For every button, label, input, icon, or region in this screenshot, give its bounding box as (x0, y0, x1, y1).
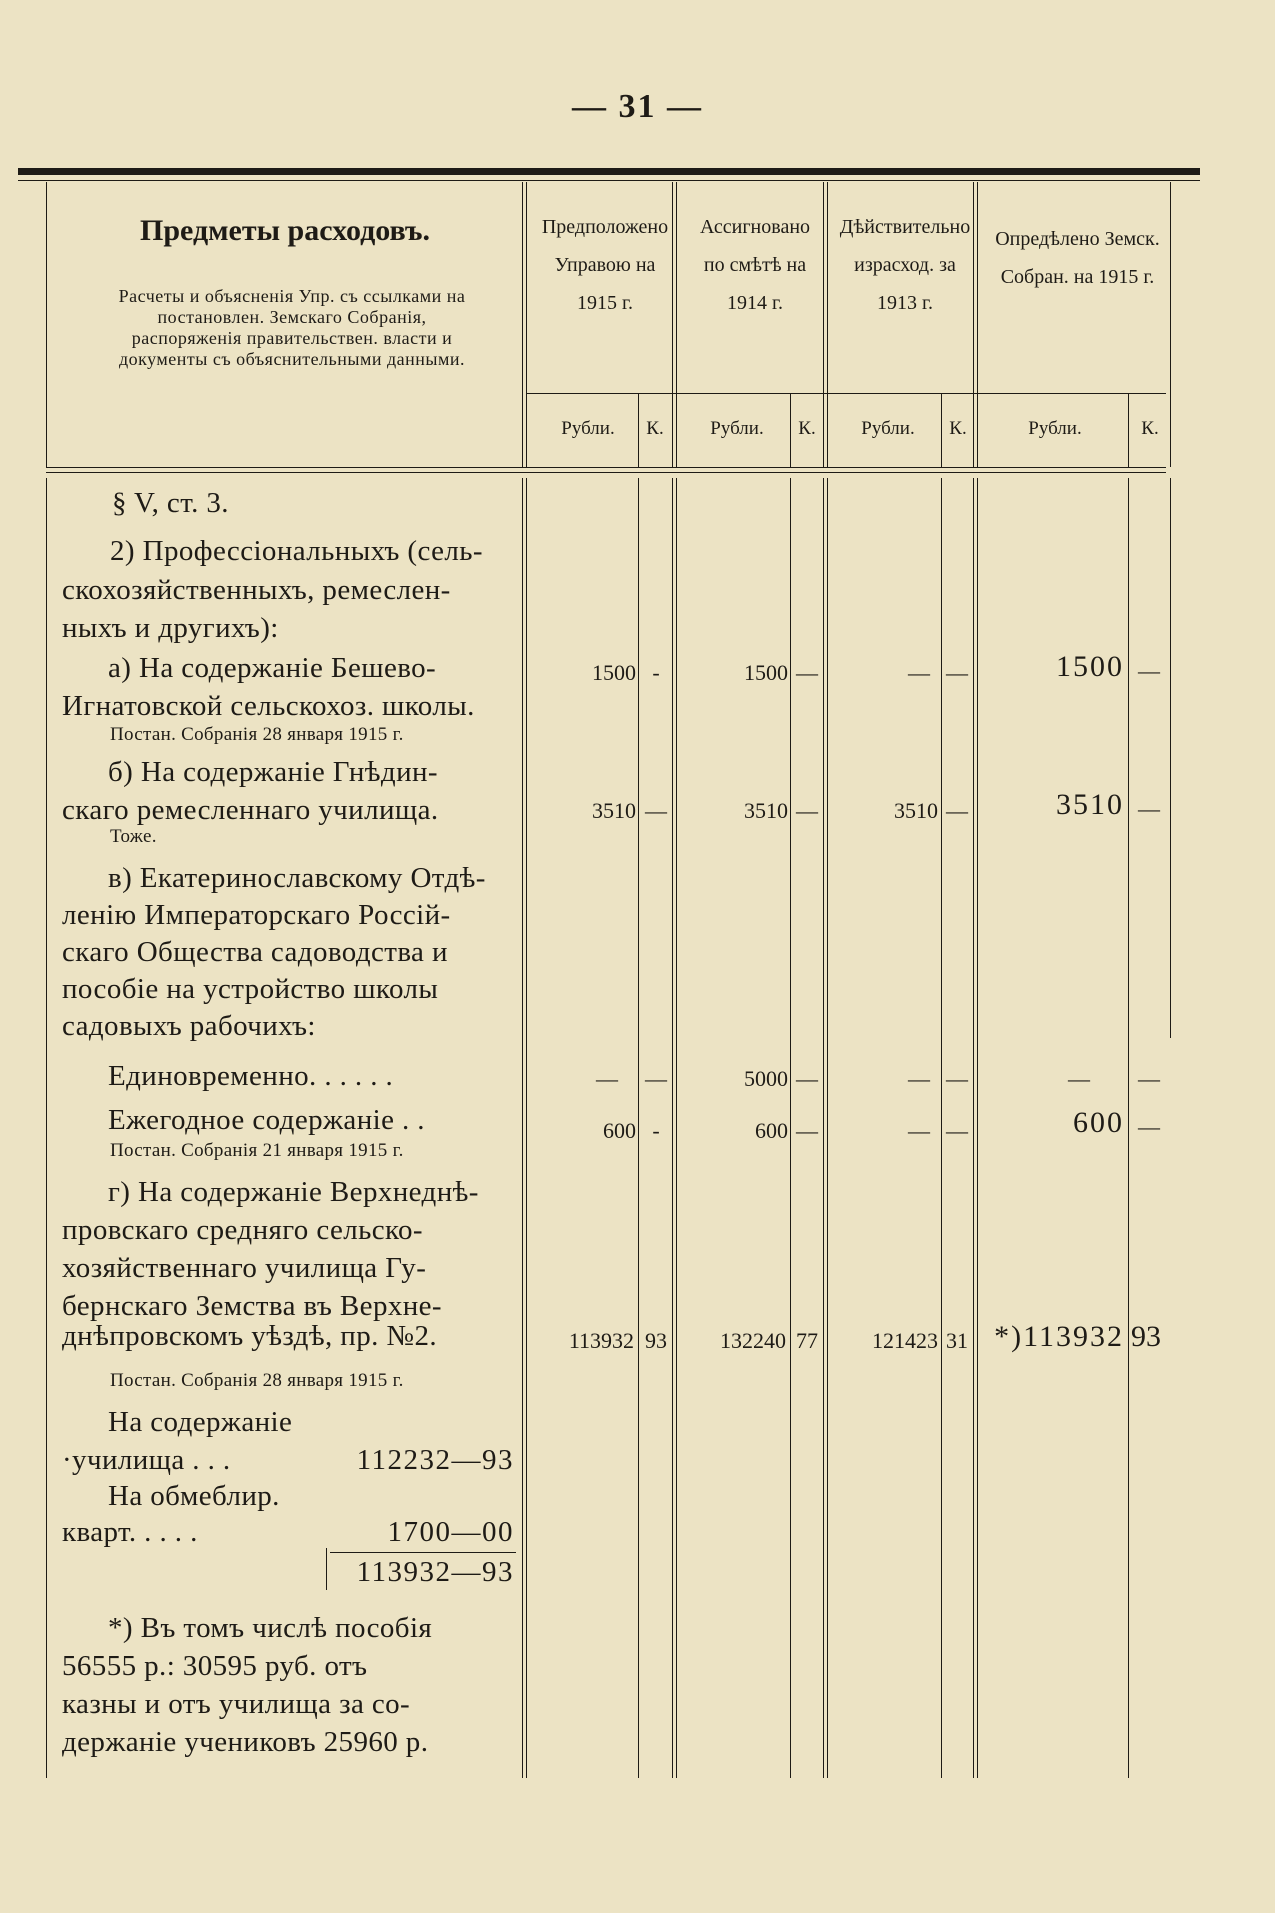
footnote-line: держаніе учениковъ 25960 р. (62, 1726, 429, 1758)
item-a-assigned-kop: — (796, 660, 818, 685)
item-g-line: хозяйственнаго училища Гу- (62, 1252, 427, 1284)
intro-line: скохозяйственныхъ, ремеслен- (62, 574, 451, 606)
rubles-label: Рубли. (710, 418, 764, 439)
body-right-border (1170, 478, 1171, 1038)
item-v-annual-spent-rub: — (908, 1118, 930, 1143)
item-v-annual-determined-kop: — (1138, 1114, 1160, 1139)
item-b-note: Тоже. (110, 826, 157, 847)
item-v-annual-assigned-kop: — (796, 1118, 818, 1143)
breakdown-value: 112232—93 (356, 1444, 514, 1476)
item-g-line: днѣпровскомъ уѣздѣ, пр. №2. (62, 1320, 438, 1352)
column-subtitle: Расчеты и объясненія Упр. съ ссылками на постановлен. Земскаго Собранія, распоряженія правительствен. власти и документы съ объяснительными данными. (118, 286, 466, 369)
item-b-determined-rub: 3510 (1056, 788, 1124, 821)
column-header-determined: Опредѣлено Земск. Собран. на 1915 г. (995, 228, 1160, 288)
item-b-assigned-kop: — (796, 798, 818, 823)
item-g-determined-rub: *)113932 (994, 1320, 1124, 1353)
intro-line: 2) Профессіональныхъ (сель- (110, 535, 483, 567)
item-b-spent-kop: — (946, 798, 968, 823)
intro-line: ныхъ и другихъ): (62, 612, 279, 644)
item-g-assigned-rub: 132240 (720, 1328, 786, 1353)
item-b-proposed-rub: 3510 (592, 798, 636, 823)
footnote-line: 56555 р.: 30595 руб. отъ (62, 1650, 368, 1682)
item-b-assigned-rub: 3510 (744, 798, 788, 823)
item-a-line: Игнатовской сельскохоз. школы. (62, 690, 475, 722)
item-v-once-proposed-rub: — (596, 1066, 618, 1091)
footnote-line: *) Въ томъ числѣ пособія (108, 1612, 433, 1644)
item-a-spent-kop: — (946, 660, 968, 685)
col-divider (676, 182, 677, 467)
body-kop-divider (1128, 478, 1129, 1778)
body-kop-divider (941, 478, 942, 1778)
body-kop-divider (638, 478, 639, 1778)
item-a-proposed-kop: - (652, 660, 660, 685)
breakdown-label: кварт. . . . . (62, 1516, 198, 1548)
item-v-once-assigned-rub: 5000 (744, 1066, 788, 1091)
item-v-annual-proposed-kop: - (652, 1118, 660, 1143)
breakdown-sum-rule (330, 1552, 516, 1553)
body-col-divider (823, 478, 824, 1778)
item-b-spent-rub: 3510 (894, 798, 938, 823)
col-divider (672, 182, 673, 467)
item-v-annual-proposed-rub: 600 (603, 1118, 636, 1143)
item-v-once-determined-kop: — (1138, 1066, 1160, 1091)
rubles-label: Рубли. (1028, 418, 1082, 439)
item-a-assigned-rub: 1500 (744, 660, 788, 685)
breakdown-line: На содержаніе (108, 1406, 293, 1438)
item-v-annual-determined-rub: 600 (1073, 1106, 1124, 1139)
item-b-line: скаго ремесленнаго училища. (62, 794, 439, 826)
body-col-divider (977, 478, 978, 1778)
item-v-line: скаго Общества садоводства и (62, 936, 448, 968)
column-header-spent: Дѣйствительно израсход. за 1913 г. (839, 216, 971, 314)
kop-label: К. (646, 418, 664, 439)
breakdown-line: На обмеблир. (108, 1480, 280, 1512)
item-v-annual-label: Ежегодное содержаніе . . (108, 1104, 425, 1136)
header-bottom-rule (46, 472, 1166, 473)
item-g-line: г) На содержаніе Верхнеднѣ- (108, 1176, 479, 1208)
header-subrow-rule (526, 393, 1166, 394)
item-v-once-spent-rub: — (908, 1066, 930, 1091)
item-g-spent-kop: 31 (946, 1328, 968, 1353)
item-a-line: а) На содержаніе Бешево- (108, 652, 437, 684)
header-bottom-rule (46, 467, 1166, 468)
kop-label: К. (949, 418, 967, 439)
col-divider (973, 182, 974, 467)
kop-divider (638, 393, 639, 467)
item-v-once-determined-rub: — (1068, 1066, 1090, 1091)
col-divider (977, 182, 978, 467)
item-v-line: садовыхъ рабочихъ: (62, 1010, 316, 1042)
item-v-annual-assigned-rub: 600 (755, 1118, 788, 1143)
body-col-divider (526, 478, 527, 1778)
rubles-label: Рубли. (561, 418, 615, 439)
item-v-annual-spent-kop: — (946, 1118, 968, 1143)
breakdown-value: 1700—00 (387, 1516, 514, 1548)
item-b-determined-kop: — (1138, 796, 1160, 821)
item-g-assigned-kop: 77 (796, 1328, 818, 1353)
col-divider (823, 182, 824, 467)
item-g-line: бернскаго Земства въ Верхне- (62, 1290, 442, 1322)
body-col-divider (827, 478, 828, 1778)
item-g-line: провскаго средняго сельско- (62, 1214, 423, 1246)
breakdown-total: 113932—93 (356, 1556, 514, 1588)
kop-divider (941, 393, 942, 467)
table-right-border (1170, 182, 1171, 467)
rubles-label: Рубли. (861, 418, 915, 439)
item-a-spent-rub: — (908, 660, 930, 685)
item-v-note: Постан. Собранія 21 января 1915 г. (110, 1140, 404, 1161)
item-a-proposed-rub: 1500 (592, 660, 636, 685)
kop-divider (1128, 393, 1129, 467)
column-header-proposed: Предположено Управою на 1915 г. (541, 216, 669, 314)
item-g-proposed-rub: 113932 (568, 1328, 634, 1353)
page-number: — 31 — (572, 88, 703, 125)
item-a-determined-kop: — (1138, 658, 1160, 683)
body-col-divider (522, 478, 523, 1778)
item-g-spent-rub: 121423 (872, 1328, 938, 1353)
item-a-note: Постан. Собранія 28 января 1915 г. (110, 724, 404, 745)
item-g-note: Постан. Собранія 28 января 1915 г. (110, 1370, 404, 1391)
col-divider (522, 182, 523, 467)
item-v-once-proposed-kop: — (645, 1066, 667, 1091)
item-v-once-label: Единовременно. . . . . . (108, 1060, 394, 1092)
body-col-divider (676, 478, 677, 1778)
body-left-border (46, 478, 47, 1778)
section-heading: § V, ст. 3. (112, 487, 229, 519)
item-a-determined-rub: 1500 (1056, 650, 1124, 683)
item-v-line: в) Екатеринославскому Отдѣ- (108, 862, 486, 894)
item-v-once-spent-kop: — (946, 1066, 968, 1091)
breakdown-bracket (326, 1548, 327, 1590)
body-col-divider (672, 478, 673, 1778)
body-kop-divider (790, 478, 791, 1778)
top-thin-rule (18, 180, 1200, 181)
kop-label: К. (798, 418, 816, 439)
body-col-divider (973, 478, 974, 1778)
item-v-line: ленію Императорскаго Россій- (62, 899, 451, 931)
top-thick-rule (18, 168, 1200, 175)
kop-divider (790, 393, 791, 467)
col-divider (827, 182, 828, 467)
item-b-line: б) На содержаніе Гнѣдин- (108, 756, 438, 788)
item-v-once-assigned-kop: — (796, 1066, 818, 1091)
table-left-border (46, 182, 47, 467)
footnote-line: казны и отъ училища за со- (62, 1688, 411, 1720)
item-b-proposed-kop: — (645, 798, 667, 823)
item-g-proposed-kop: 93 (645, 1328, 667, 1353)
item-g-determined-kop: 93 (1131, 1320, 1161, 1353)
item-v-line: пособіе на устройство школы (62, 973, 439, 1005)
column-header-assigned: Ассигновано по смѣтѣ на 1914 г. (699, 216, 811, 314)
column-title-items: Предметы расходовъ. (140, 214, 430, 247)
kop-label: К. (1141, 418, 1159, 439)
breakdown-label: ·училища . . . (62, 1444, 231, 1476)
col-divider (526, 182, 527, 467)
